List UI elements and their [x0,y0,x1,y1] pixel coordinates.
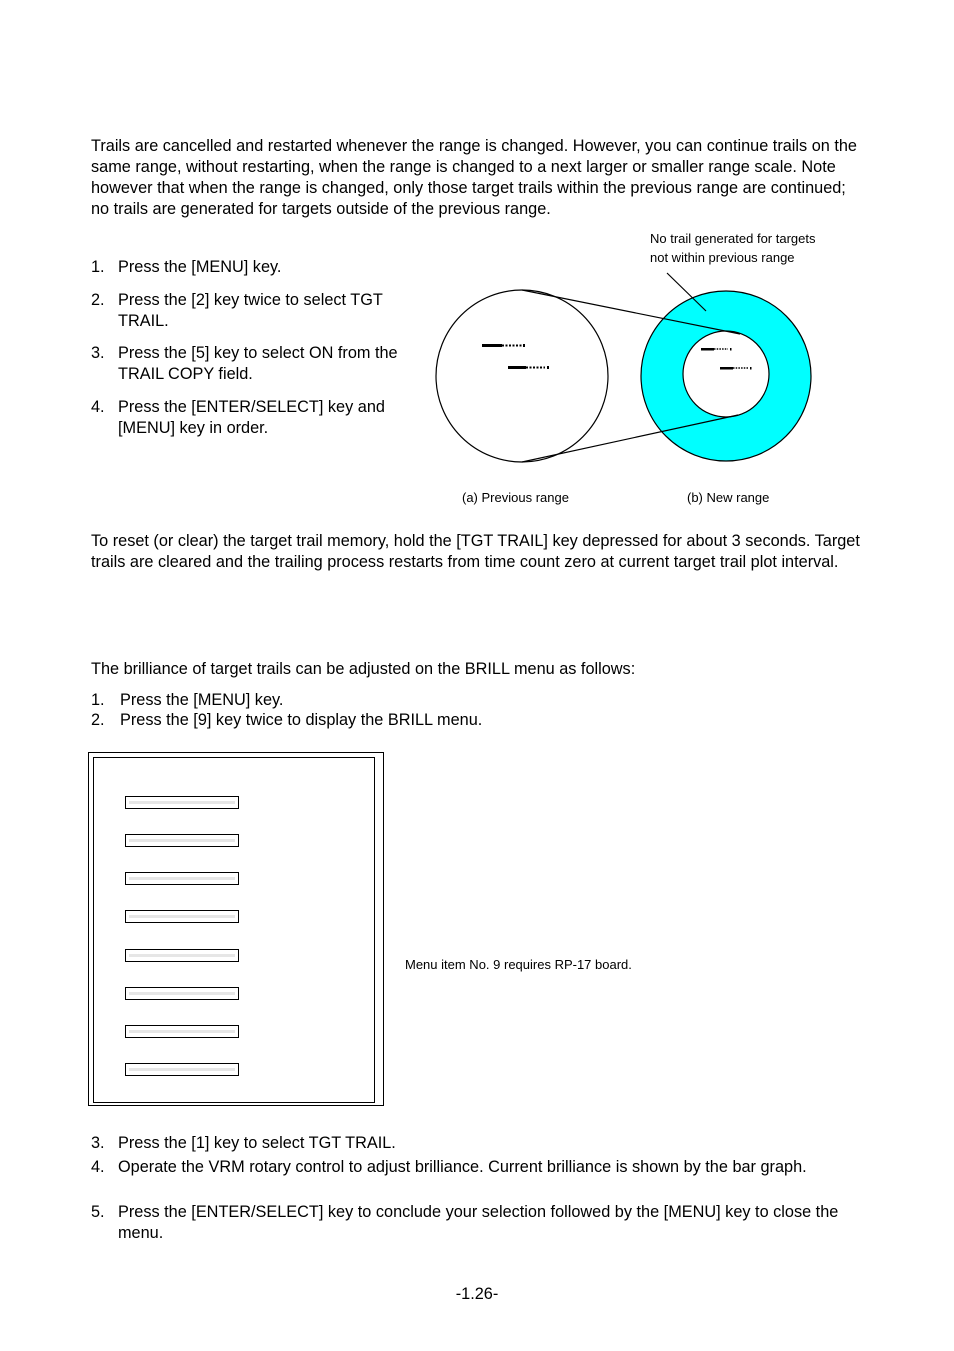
range-diagram [0,0,954,520]
step-text: Press the [5] key to select ON from the TRAIL COPY field. [118,344,398,383]
step-text: Press the [9] key twice to display the BRILL menu. [120,711,483,729]
step-number: 5. [91,1203,105,1221]
brill-menu-inner [93,757,375,1103]
callout-line-1: No trail generated for targets [650,231,816,246]
step-text: Press the [ENTER/SELECT] key to conclude your selection followed by the [MENU] key to close the menu. [118,1203,839,1242]
step-number: 4. [91,398,105,416]
new-range-inner-circle [683,331,769,417]
brill-menu-bar [125,796,239,809]
step-text: Operate the VRM rotary control to adjust brilliance. Current brilliance is shown by the bar graph. [118,1158,807,1176]
brill-step-2 [91,710,791,731]
brill-menu-bar [125,1063,239,1076]
step-number: 3. [91,344,105,362]
step-number: 4. [91,1158,105,1176]
brill-step-4 [91,1157,831,1178]
callout-line-2: not within previous range [650,250,795,265]
reset-paragraph: To reset (or clear) the target trail memory, hold the [TGT TRAIL] key depressed for about 3 seconds. Target trails are cleared and the trailing process restarts from time count zero at current target trail plot interval. [91,532,860,571]
step-number: 3. [91,1134,105,1152]
brill-menu-bar [125,872,239,885]
step-text: Press the [MENU] key. [118,258,282,276]
brill-paragraph: The brilliance of target trails can be adjusted on the BRILL menu as follows: [91,660,636,678]
step-text: Press the [1] key to select TGT TRAIL. [118,1134,396,1152]
menu-note: Menu item No. 9 requires RP-17 board. [405,957,632,972]
step-number: 2. [91,291,105,309]
brill-menu-bar [125,834,239,847]
brill-menu-bar [125,910,239,923]
step-number: 2. [91,711,105,729]
caption-previous-range: (a) Previous range [462,490,569,505]
brill-menu-bar [125,1025,239,1038]
caption-new-range: (b) New range [687,490,770,505]
brill-menu-box [88,752,384,1106]
step-text: Press the [2] key twice to select TGT TRAIL. [118,291,383,330]
page-number: -1.26- [455,1285,499,1303]
brill-menu-bar [125,987,239,1000]
brill-step-5 [91,1202,851,1244]
step-text: Press the [MENU] key. [120,691,284,709]
intro-paragraph: Trails are cancelled and restarted whenever the range is changed. However, you can continue trails on the same range, without restarting, when the range is changed to a next larger or smaller range scale. Note however that when the range is changed, only those target trails within the previous range are continued; no trails are generated for targets outside of the previous range. [91,137,857,218]
previous-range-circle [436,290,608,462]
brill-step-1 [91,690,791,711]
step-number: 1. [91,691,105,709]
step-text: Press the [ENTER/SELECT] key and [MENU] key in order. [118,398,385,437]
brill-step-3 [91,1133,851,1154]
brill-menu-bar [125,949,239,962]
step-number: 1. [91,258,105,276]
